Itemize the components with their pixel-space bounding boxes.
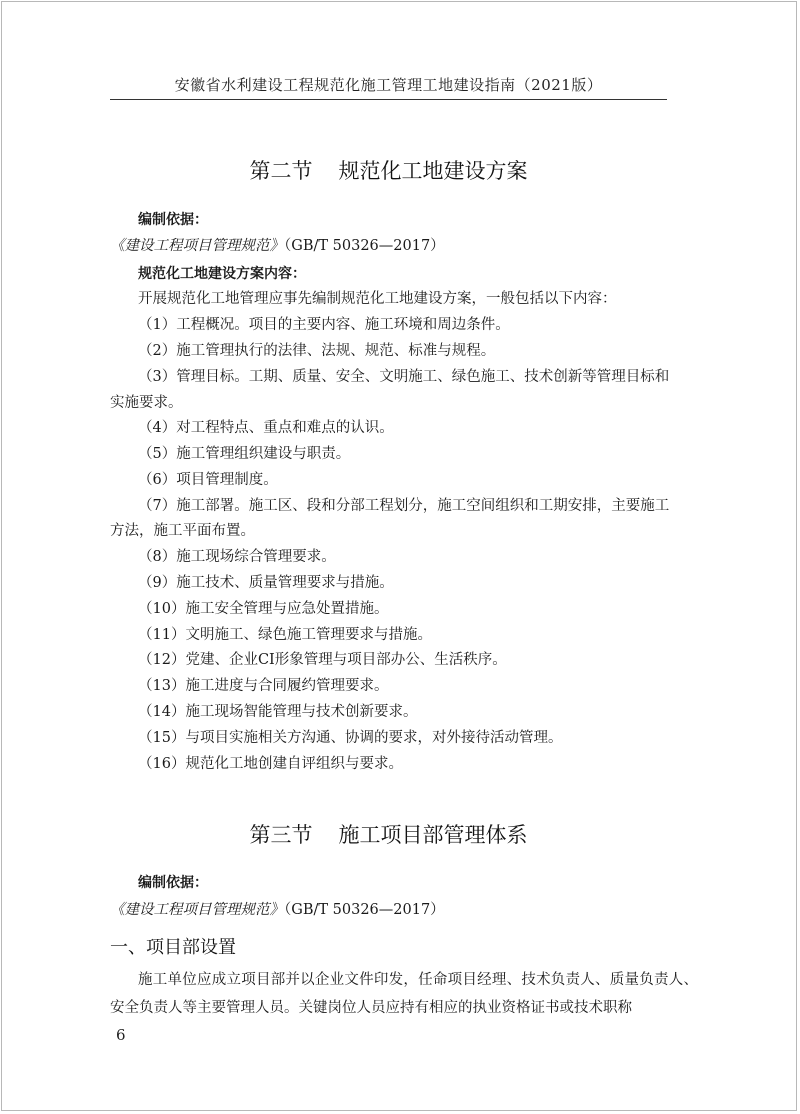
section-2-number: 第二节 — [249, 159, 313, 183]
page-number: 6 — [116, 1026, 126, 1044]
list-item: （2）施工管理执行的法律、法规、规范、标准与规程。 — [138, 343, 496, 359]
section-3-title: 施工项目部管理体系 — [338, 823, 528, 847]
list-item: （12）党建、企业CI形象管理与项目部办公、生活秩序。 — [138, 652, 507, 668]
section-3-subheading: 一、项目部设置 — [110, 937, 236, 958]
section-2-content-label: 规范化工地建设方案内容： — [138, 266, 306, 282]
section-2-title: 规范化工地建设方案 — [338, 159, 528, 183]
list-item: （13）施工进度与合同履约管理要求。 — [138, 678, 389, 694]
section-3-basis-label: 编制依据： — [138, 875, 208, 891]
section-2-basis-label: 编制依据： — [138, 212, 208, 228]
section-2-basis-ref-code: （GB/T 50326—2017） — [284, 238, 445, 254]
list-item: （6）项目管理制度。 — [138, 472, 278, 488]
section-2-heading — [110, 155, 667, 185]
running-header: 安徽省水利建设工程规范化施工管理工地建设指南（2021版） — [174, 76, 603, 94]
list-item-continuation: 实施要求。 — [110, 395, 183, 411]
list-item: （9）施工技术、质量管理要求与措施。 — [138, 575, 394, 591]
list-item: （8）施工现场综合管理要求。 — [138, 549, 336, 565]
section-3-paragraph: 施工单位应成立项目部并以企业文件印发，任命项目经理、技术负责人、质量负责人、安全负责人等主要管理人员。关键岗位人员应持有相应的执业资格证书或技术职称 — [110, 972, 698, 1016]
section-3-heading — [110, 819, 667, 849]
list-item: （15）与项目实施相关方沟通、协调的要求，对外接待活动管理。 — [138, 730, 563, 746]
list-item-continuation: 方法，施工平面布置。 — [110, 523, 255, 539]
list-item: （4）对工程特点、重点和难点的认识。 — [138, 420, 394, 436]
section-2-basis-ref — [110, 236, 700, 256]
list-item: （7）施工部署。施工区、段和分部工程划分，施工空间组织和工期安排，主要施工 — [138, 498, 670, 514]
list-item: （5）施工管理组织建设与职责。 — [138, 446, 351, 462]
list-item: （10）施工安全管理与应急处置措施。 — [138, 601, 389, 617]
list-item: （11）文明施工、绿色施工管理要求与措施。 — [138, 627, 432, 643]
section-3-basis-ref-title: 《建设工程项目管理规范》 — [110, 902, 284, 918]
section-3-basis-ref — [110, 900, 700, 920]
section-3-basis-ref-code: （GB/T 50326—2017） — [284, 902, 445, 918]
header-rule — [110, 99, 667, 100]
list-item: （16）规范化工地创建自评组织与要求。 — [138, 756, 403, 772]
list-item: （1）工程概况。项目的主要内容、施工环境和周边条件。 — [138, 317, 510, 333]
section-2-intro: 开展规范化工地管理应事先编制规范化工地建设方案，一般包括以下内容： — [138, 291, 617, 307]
section-3-number: 第三节 — [249, 823, 313, 847]
list-item: （3）管理目标。工期、质量、安全、文明施工、绿色施工、技术创新等管理目标和 — [138, 369, 670, 385]
list-item: （14）施工现场智能管理与技术创新要求。 — [138, 704, 418, 720]
section-2-basis-ref-title: 《建设工程项目管理规范》 — [110, 238, 284, 254]
